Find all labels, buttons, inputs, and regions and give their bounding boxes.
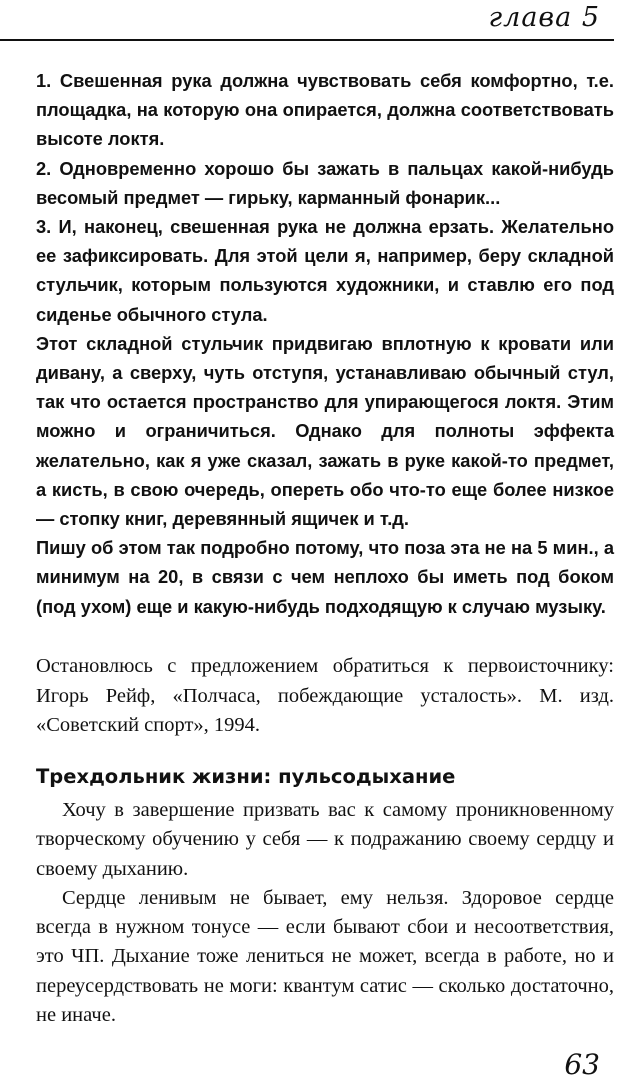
source-note: Остановлюсь с предложением обратиться к первоисточнику: Игорь Рейф, «Полчаса, побеждающие усталость». М. изд. «Советский спорт», 1994. bbox=[36, 655, 614, 736]
page-number: 63 bbox=[564, 1048, 600, 1081]
running-head: глава 5 bbox=[488, 2, 600, 33]
header-rule bbox=[0, 39, 614, 41]
body-paragraph: Хочу в завершение призвать вас к самому проникновенному творческому обучению у себя — к подражанию своему сердцу и своему дыханию. bbox=[36, 799, 614, 880]
instruction-paragraph: 1. Свешенная рука должна чувствовать себя комфортно, т.е. площадка, на которую она опирается, должна соответствовать высоте локтя. bbox=[36, 70, 614, 150]
instruction-paragraph: 2. Одновременно хорошо бы зажать в пальцах какой-нибудь весомый предмет — гирьку, карманный фонарик... bbox=[36, 157, 614, 208]
section-heading: Трехдольник жизни: пульсодыхание bbox=[36, 765, 456, 788]
instructions-block bbox=[36, 66, 614, 621]
instruction-paragraph: 3. И, наконец, свешенная рука не должна ерзать. Желательно ее зафиксировать. Для этой цели я, например, беру складной стульчик, которым пользуются художники, и ставлю его под сиденье обычного стула. bbox=[36, 216, 614, 325]
instruction-paragraph: Пишу об этом так подробно потому, что поза эта не на 5 мин., а минимум на 20, в связи с чем неплохо бы иметь под боком (под ухом) еще и какую-нибудь подходящую к случаю музыку. bbox=[36, 537, 614, 617]
body-paragraph: Сердце ленивым не бывает, ему нельзя. Здоровое сердце всегда в нужном тонусе — если бывают сбои и несоответствия, это ЧП. Дыхание тоже лениться не может, всегда в работе, но и переусердствовать не моги: квантум сатис — сколько достаточно, не иначе. bbox=[36, 886, 614, 1027]
instruction-paragraph: Этот складной стульчик придвигаю вплотную к кровати или дивану, а сверху, чуть отступя, устанавливаю обычный стул, так что остается пространство для упирающегося локтя. Этим можно и ограничиться. Однако для полноты эффекта желательно, как я уже сказал, зажать в руке какой-то предмет, а кисть, в свою очередь, опереть обо что-то еще более низкое — стопку книг, деревянный ящичек и т.д. bbox=[36, 332, 614, 530]
section-body bbox=[36, 796, 614, 1030]
